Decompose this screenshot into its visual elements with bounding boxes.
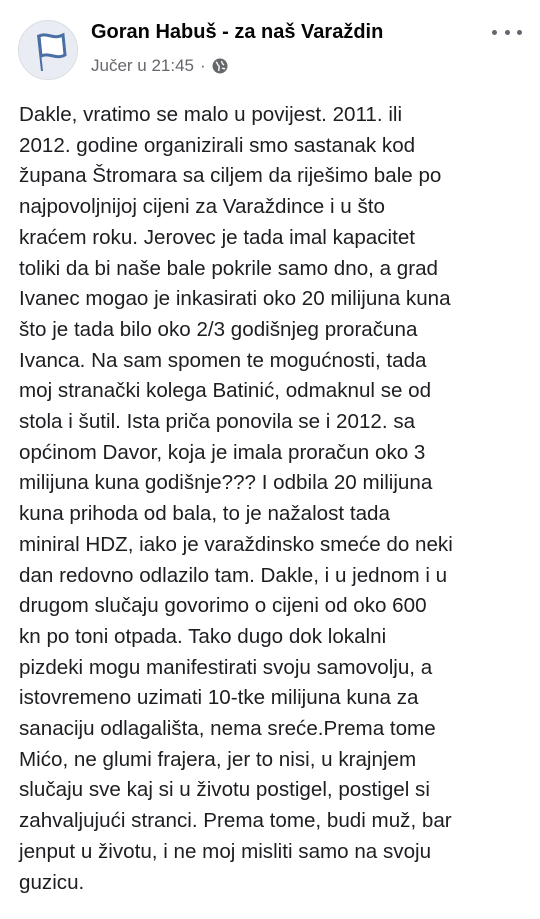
separator-dot: ·: [200, 56, 206, 75]
post-meta: [91, 56, 228, 76]
post-text-line: jenput u životu, i ne moj misliti samo na svoju: [19, 839, 432, 863]
post-text-line: istovremeno uzimati 10-tke milijuna kuna za: [19, 686, 419, 710]
post-text-line: najpovoljnijoj cijeni za Varaždince i u što: [19, 195, 385, 219]
flag-logo-icon: [19, 21, 78, 80]
post-text-line: slučaju sve kaj si u životu postigel, postigel si: [19, 778, 430, 802]
post-text-line: zahvaljujući stranci. Prema tome, budi muž, bar: [19, 809, 452, 833]
post-text-line: sanaciju odlagališta, nema sreće.Prema tome: [19, 717, 436, 741]
avatar[interactable]: [18, 20, 78, 80]
post-text-line: kuna prihoda od bala, to je nažalost tada: [19, 502, 390, 526]
post-text-line: drugom slučaju govorimo o cijeni od oko 600: [19, 594, 427, 618]
post-text: [19, 100, 524, 898]
post-text-line: toliki da bi naše bale pokrile samo dno, a grad: [19, 256, 438, 280]
post-text-line: kn po toni otpada. Tako dugo dok lokalni: [19, 624, 387, 648]
post-text-line: općinom Davor, koja je imala proračun oko 3: [19, 440, 426, 464]
post-text-line: 2012. godine organizirali smo sastanak kod: [19, 133, 416, 157]
post-text-line: miniral HDZ, iako je varaždinsko smeće do neki: [19, 532, 453, 556]
post-text-line: milijuna kuna godišnje??? I odbila 20 milijuna: [19, 471, 433, 495]
post-text-line: guzicu.: [19, 870, 85, 894]
post-text-line: Ivanca. Na sam spomen te mogućnosti, tada: [19, 348, 427, 372]
post-text-line: kraćem roku. Jerovec je tada imal kapacitet: [19, 225, 416, 249]
post-text-line: Mićo, ne glumi frajera, jer to nisi, u krajnjem: [19, 747, 417, 771]
post-text-line: župana Štromara sa ciljem da riješimo bale po: [19, 164, 442, 188]
post-text-line: stola i šutil. Ista priča ponovila se i 2012. sa: [19, 410, 416, 434]
globe-icon: [212, 58, 228, 74]
post-text-line: pizdeki mogu manifestirati svoju samovolju, a: [19, 655, 433, 679]
more-options-icon[interactable]: [492, 22, 522, 42]
post-text-line: moj stranački kolega Batinić, odmaknul se od: [19, 379, 432, 403]
post-header: [18, 18, 540, 88]
post-text-line: Dakle, vratimo se malo u povijest. 2011. ili: [19, 103, 403, 126]
post-text-line: što je tada bilo oko 2/3 godišnjeg proračuna: [19, 317, 418, 341]
post-text-line: Ivanec mogao je inkasirati oko 20 milijuna kuna: [19, 287, 451, 311]
post-text-line: dan redovno odlazilo tam. Dakle, i u jednom i u: [19, 563, 448, 587]
timestamp[interactable]: Jučer u 21:45: [91, 56, 195, 75]
author-name[interactable]: Goran Habuš - za naš Varaždin: [91, 21, 384, 43]
